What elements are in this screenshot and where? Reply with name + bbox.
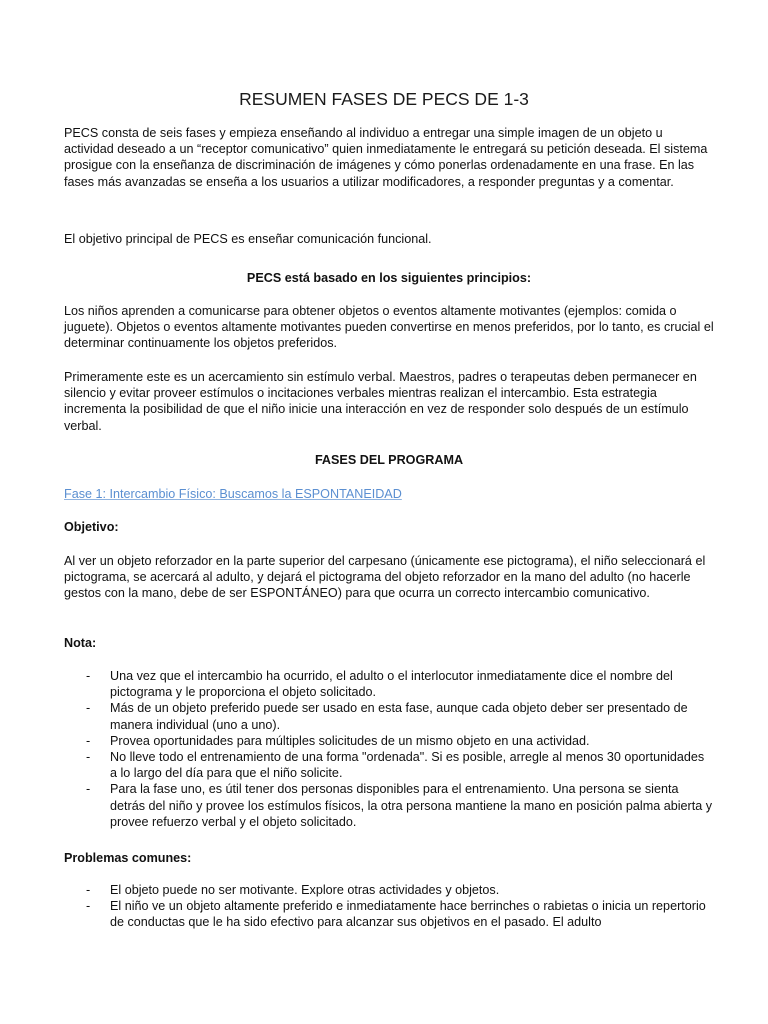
objective-paragraph: Al ver un objeto reforzador en la parte superior del carpesano (únicamente ese pictograma), el niño seleccionará el pictograma, se acercará al adulto, y dejará el pictograma del objeto reforzador en la mano del adulto (no hacerle gestos con la mano, debe de ser ESPONTÁNEO) para que ocurra un correcto intercambio comunicativo. [64,554,706,601]
list-item-text: Una vez que el intercambio ha ocurrido, el adulto o el interlocutor inmediatamente dice el nombre del pictograma y le proporciona el objeto solicitado. [110,669,673,700]
phase1-link[interactable]: Fase 1: Intercambio Físico: Buscamos la ESPONTANEIDAD [64,487,402,501]
problems-list [64,882,714,931]
intro-paragraph: PECS consta de seis fases y empieza enseñando al individuo a entregar una simple imagen de un objeto u actividad deseado a un “receptor comunicativo” quien inmediatamente le entregará su petición deseada. El sistema prosigue con la enseñanza de discriminación de imágenes y cómo ponerlas ordenadamente en una frase. En las fases más avanzadas se enseña a los usuarios a utilizar modificadores, a responder preguntas y a comentar. [64,126,708,189]
list-item [64,898,714,930]
principle-paragraph-1: Los niños aprenden a comunicarse para obtener objetos o eventos altamente motivantes (ejemplos: comida o juguete). Objetos o eventos altamente motivantes pueden convertirse en menos preferidos, por lo tanto, es crucial el determinar continuamente los objetos preferidos. [64,304,714,351]
principle-paragraph-2: Primeramente este es un acercamiento sin estímulo verbal. Maestros, padres o terapeutas deben permanecer en silencio y evitar proveer estímulos o incitaciones verbales mientras realizan el intercambio. Esta estrategia incrementa la posibilidad de que el niño inicie una interacción en vez de responder solo después de un estímulo verbal. [64,370,697,433]
list-item [64,668,714,700]
bullet-dash: - [86,701,91,716]
list-item [64,700,714,732]
list-item [64,749,714,781]
list-item-text: El niño ve un objeto altamente preferido e inmediatamente hace berrinches o rabietas o inicia un repertorio de conductas que le ha sido efectivo para alcanzar sus objetivos en el pasado. El adulto [110,899,706,930]
list-item-text: No lleve todo el entrenamiento de una forma "ordenada". Si es posible, arregle al menos 30 oportunidades a lo largo del día para que el niño solicite. [110,750,705,781]
bullet-dash: - [86,733,91,748]
document-title: RESUMEN FASES DE PECS DE 1-3 [239,89,529,109]
phase1-heading [64,486,714,502]
bullet-dash: - [86,899,91,914]
list-item-text: El objeto puede no ser motivante. Explore otras actividades y objetos. [110,883,500,897]
bullet-dash: - [86,750,91,765]
bullet-dash: - [86,782,91,797]
list-item-text: Para la fase uno, es útil tener dos personas disponibles para el entrenamiento. Una persona se sienta detrás del niño y provee los estímulos físicos, la otra persona mantiene la mano en posición palma abierta y provee refuerzo verbal y el objeto solicitado. [110,782,713,829]
principles-heading: PECS está basado en los siguientes principios: [246,271,532,285]
list-item-text: Provea oportunidades para múltiples solicitudes de un mismo objeto en una actividad. [110,733,590,748]
list-item [64,882,714,898]
list-item [64,781,714,830]
list-item [64,733,714,749]
nota-label: Nota: [64,636,97,650]
nota-list [64,668,714,830]
objective-line: El objetivo principal de PECS es enseñar comunicación funcional. [64,232,432,246]
program-heading: FASES DEL PROGRAMA [314,453,464,467]
objective-label: Objetivo: [64,520,119,534]
problems-label: Problemas comunes: [64,851,192,865]
bullet-dash: - [86,883,91,897]
list-item-text: Más de un objeto preferido puede ser usado en esta fase, aunque cada objeto deber ser presentado de manera individual (uno a uno). [110,701,688,732]
bullet-dash: - [86,669,91,683]
